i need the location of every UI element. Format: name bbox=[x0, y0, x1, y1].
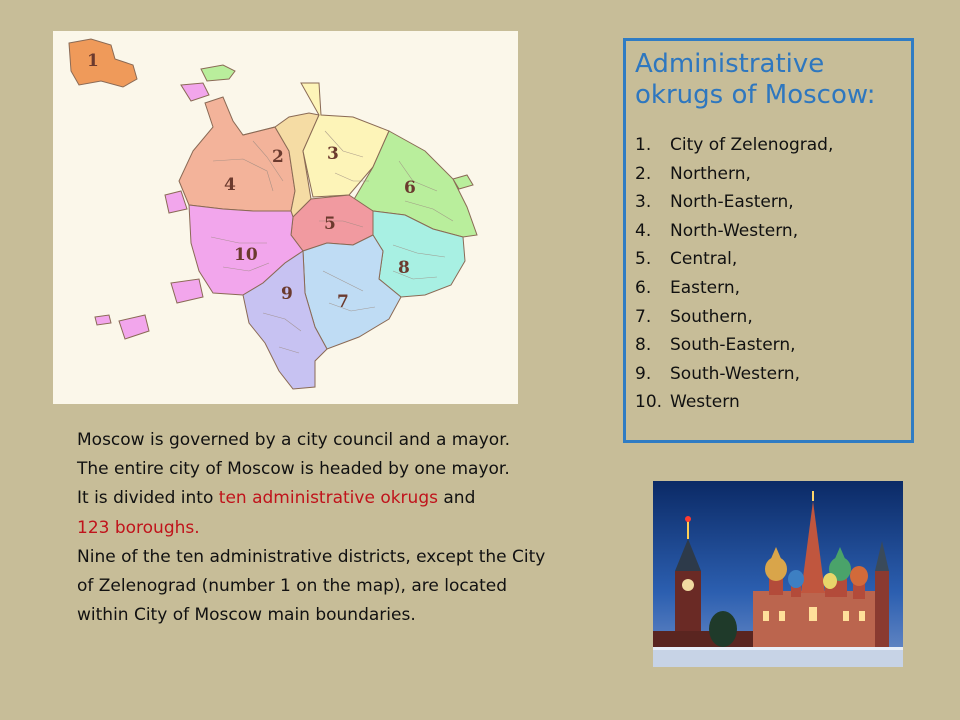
list-item: 2. Northern, bbox=[635, 163, 751, 184]
exclave-w4 bbox=[119, 315, 149, 339]
list-item: 6. Eastern, bbox=[635, 277, 741, 298]
list-item: 8. South-Eastern, bbox=[635, 335, 796, 356]
list-item: 9. South-Western, bbox=[635, 363, 800, 384]
exclave-w1 bbox=[165, 191, 187, 213]
highlight-boroughs: 123 boroughs. bbox=[77, 517, 200, 538]
map-label-4: 4 bbox=[224, 175, 236, 195]
region-zelenograd bbox=[69, 39, 137, 87]
description-paragraph-3: Nine of the ten administrative districts, except the City of Zelenograd (number 1 on the map), are located within City of Moscow main boundaries. bbox=[77, 546, 546, 626]
description-text bbox=[77, 426, 547, 630]
map-label-3: 3 bbox=[327, 144, 339, 164]
exclave-w3 bbox=[95, 315, 111, 325]
exclave-north bbox=[201, 65, 235, 81]
description-paragraph-1: Moscow is governed by a city council and a mayor. The entire city of Moscow is headed by one mayor. bbox=[77, 430, 511, 480]
map-label-7: 7 bbox=[337, 292, 349, 312]
exclave-nw bbox=[181, 83, 209, 101]
list-item: 7. Southern, bbox=[635, 306, 753, 327]
map-label-6: 6 bbox=[404, 178, 416, 198]
map-label-8: 8 bbox=[398, 258, 410, 278]
list-item: 1. City of Zelenograd, bbox=[635, 135, 834, 155]
map-label-9: 9 bbox=[281, 284, 293, 304]
st-basils-cathedral-photo bbox=[653, 481, 903, 667]
moscow-okrugs-map bbox=[53, 31, 518, 404]
description-paragraph-2: It is divided into ten administrative okrugs and 123 boroughs. bbox=[77, 488, 476, 538]
map-label-5: 5 bbox=[324, 214, 336, 234]
list-item: 4. North-Western, bbox=[635, 220, 799, 241]
list-item: 3. North-Eastern, bbox=[635, 192, 794, 213]
map-label-10: 10 bbox=[234, 245, 258, 265]
highlight-okrugs: ten administrative okrugs bbox=[218, 488, 438, 509]
map-label-1: 1 bbox=[87, 51, 99, 71]
list-item: 5. Central, bbox=[635, 249, 738, 270]
okrugs-list-box bbox=[623, 38, 914, 443]
map-label-2: 2 bbox=[272, 147, 284, 167]
okrugs-title: Administrative okrugs of Moscow: bbox=[635, 49, 876, 110]
list-item: 10. Western bbox=[635, 392, 740, 413]
exclave-w2 bbox=[171, 279, 203, 303]
okrugs-list bbox=[635, 131, 911, 417]
